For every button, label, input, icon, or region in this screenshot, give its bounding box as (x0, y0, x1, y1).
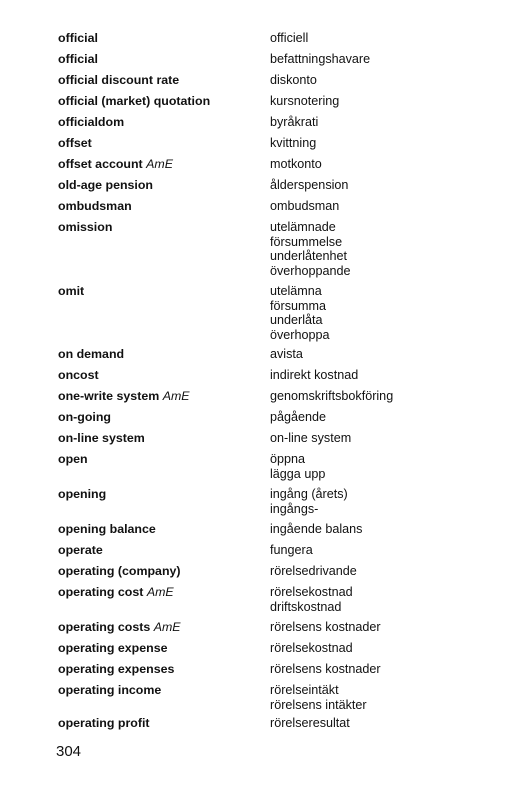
entry-term (58, 368, 258, 383)
entry-term (58, 284, 258, 299)
term-qualifier: AmE (146, 157, 173, 171)
entry-term (58, 585, 258, 600)
entry-term (58, 543, 258, 558)
translation-line: diskonto (270, 73, 317, 87)
entry-translation (270, 662, 520, 677)
entry-translation (270, 199, 520, 214)
entry-translation (270, 585, 520, 614)
entry-translation (270, 452, 520, 481)
entry-term (58, 641, 258, 656)
translation-line: fungera (270, 543, 313, 557)
translation-line: överhoppa (270, 327, 330, 342)
entry-term (58, 136, 258, 151)
translation-line: öppna (270, 452, 306, 466)
entry-term (58, 94, 258, 109)
translation-line: utelämna (270, 284, 322, 298)
page-number: 304 (56, 743, 82, 760)
translation-line: överhoppande (270, 263, 351, 278)
entry-term (58, 31, 258, 46)
translation-line: kvittning (270, 136, 317, 150)
term-text: official discount rate (58, 73, 180, 87)
entry-term (58, 73, 258, 88)
translation-line: avista (270, 347, 303, 361)
entry-translation (270, 641, 520, 656)
translation-line: ålderspension (270, 178, 349, 192)
entry-translation (270, 368, 520, 383)
term-text: operate (58, 543, 103, 557)
translation-line: rörelsens kostnader (270, 662, 381, 676)
entry-term (58, 178, 258, 193)
entry-term (58, 431, 258, 446)
translation-line: ingående balans (270, 522, 363, 536)
entry-term (58, 115, 258, 130)
entry-translation (270, 487, 520, 516)
translation-line: ombudsman (270, 199, 340, 213)
term-text: operating profit (58, 716, 150, 730)
entry-translation (270, 136, 520, 151)
term-text: old-age pension (58, 178, 153, 192)
entry-term (58, 347, 258, 362)
translation-line: rörelseintäkt (270, 683, 339, 697)
entry-translation (270, 543, 520, 558)
entry-term (58, 199, 258, 214)
entry-term (58, 716, 258, 731)
entry-translation (270, 284, 520, 342)
term-qualifier: AmE (146, 585, 174, 599)
entry-term (58, 522, 258, 537)
translation-line: rörelsens kostnader (270, 620, 381, 634)
term-text: opening (58, 487, 107, 501)
entry-translation (270, 157, 520, 172)
entry-translation (270, 220, 520, 278)
term-text: operating (company) (58, 564, 181, 578)
translation-line: utelämnade (270, 220, 336, 234)
entry-translation (270, 52, 520, 67)
entry-translation (270, 115, 520, 130)
term-text: on-going (58, 410, 111, 424)
entry-translation (270, 522, 520, 537)
entry-term (58, 220, 258, 235)
translation-line: indirekt kostnad (270, 368, 359, 382)
term-text: official (58, 31, 98, 45)
entry-translation (270, 31, 520, 46)
term-text: omit (58, 284, 85, 298)
entry-translation (270, 564, 520, 579)
entry-term (58, 564, 258, 579)
term-text: official (58, 52, 98, 66)
translation-line: rörelsekostnad (270, 585, 353, 599)
translation-line: försummelse (270, 234, 343, 249)
entry-term (58, 389, 258, 404)
translation-line: motkonto (270, 157, 322, 171)
translation-line: on-line system (270, 431, 352, 445)
entry-translation (270, 94, 520, 109)
term-text: oncost (58, 368, 99, 382)
translation-line: kursnotering (270, 94, 340, 108)
entry-translation (270, 431, 520, 446)
translation-line: byråkrati (270, 115, 319, 129)
translation-line: underlåtenhet (270, 249, 348, 264)
entry-term (58, 452, 258, 467)
translation-line: försumma (270, 298, 326, 313)
entry-term (58, 410, 258, 425)
entry-translation (270, 73, 520, 88)
term-text: open (58, 452, 88, 466)
term-text: on demand (58, 347, 125, 361)
translation-line: pågående (270, 410, 327, 424)
translation-line: ingång (årets) (270, 487, 348, 501)
term-text: opening balance (58, 522, 156, 536)
translation-line: rörelseresultat (270, 716, 350, 730)
translation-line: underlåta (270, 313, 323, 328)
term-text: operating costs (58, 620, 151, 634)
translation-line: ingångs- (270, 501, 319, 516)
entry-translation (270, 178, 520, 193)
entry-term (58, 683, 258, 698)
term-text: officialdom (58, 115, 125, 129)
term-text: official (market) quotation (58, 94, 211, 108)
term-text: offset account (58, 157, 143, 171)
term-qualifier: AmE (162, 389, 190, 403)
term-text: operating income (58, 683, 162, 697)
translation-line: befattningshavare (270, 52, 371, 66)
term-text: operating expense (58, 641, 168, 655)
entry-term (58, 157, 258, 172)
entry-translation (270, 347, 520, 362)
translation-line: rörelsekostnad (270, 641, 353, 655)
term-text: operating expenses (58, 662, 175, 676)
entry-term (58, 662, 258, 677)
term-text: offset (58, 136, 92, 150)
entry-term (58, 487, 258, 502)
term-text: on-line system (58, 431, 145, 445)
entry-translation (270, 410, 520, 425)
translation-line: genomskriftsbokföring (270, 389, 394, 403)
entry-term (58, 620, 258, 635)
term-text: operating cost (58, 585, 144, 599)
entry-translation (270, 620, 520, 635)
translation-line: rörelsens intäkter (270, 697, 367, 712)
term-qualifier: AmE (153, 620, 181, 634)
entry-term (58, 52, 258, 67)
entry-translation (270, 716, 520, 731)
term-text: omission (58, 220, 113, 234)
entry-translation (270, 683, 520, 712)
translation-line: rörelsedrivande (270, 564, 357, 578)
term-text: one-write system (58, 389, 160, 403)
translation-line: driftskostnad (270, 599, 342, 614)
entry-translation (270, 389, 520, 404)
translation-line: officiell (270, 31, 309, 45)
translation-line: lägga upp (270, 466, 326, 481)
term-text: ombudsman (58, 199, 132, 213)
